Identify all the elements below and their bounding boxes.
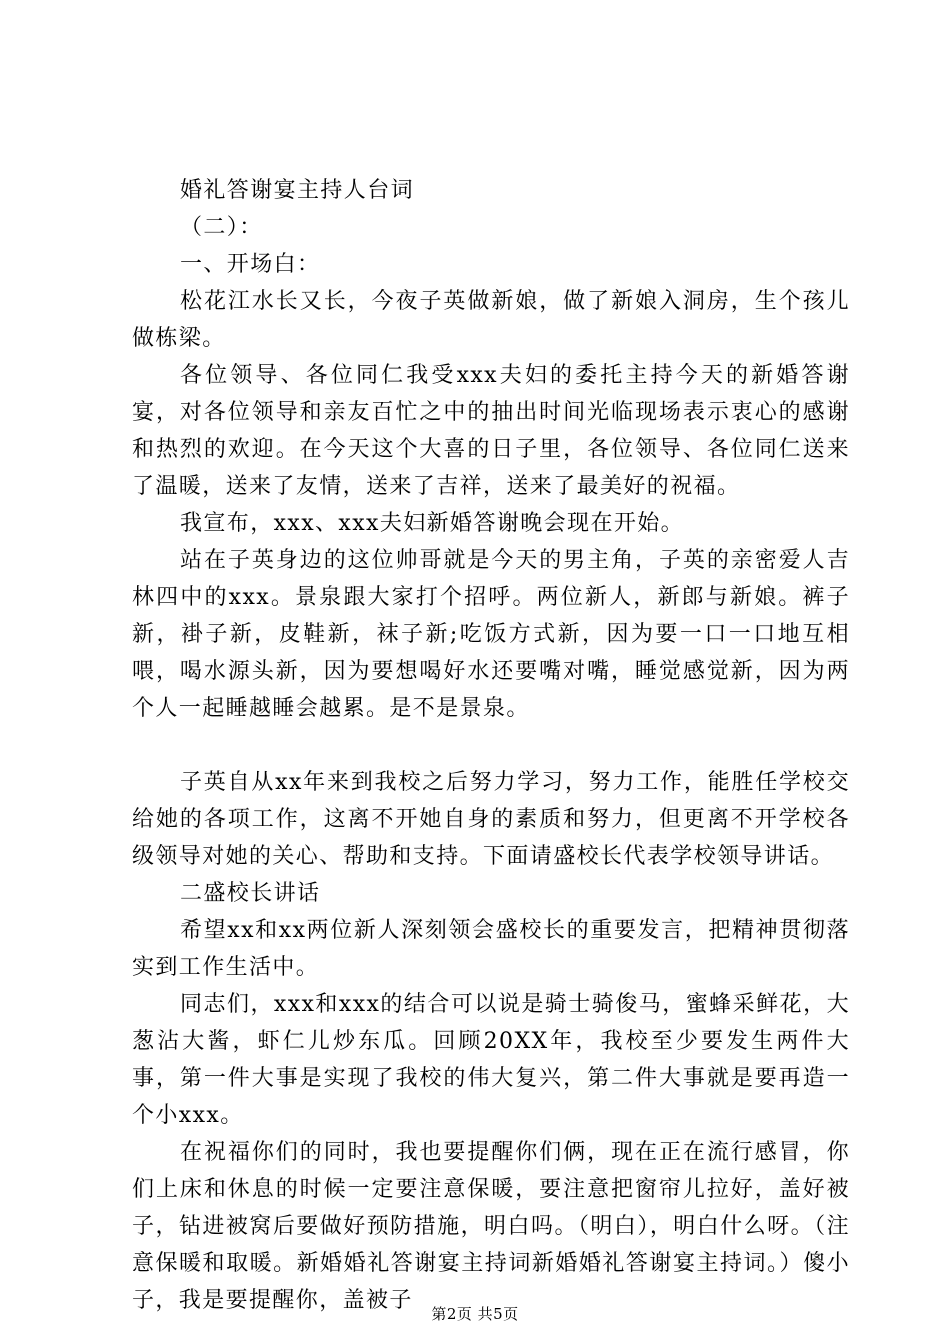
- paragraph: 同志们，xxx和xxx的结合可以说是骑士骑俊马，蜜蜂采鲜花，大葱沾大酱，虾仁儿炒东瓜。回顾20XX年，我校至少要发生两件大事，第一件大事是实现了我校的伟大复兴，第二件大事就是要再造一个小xxx。: [132, 992, 850, 1128]
- page-number-label: 第2页 共5页: [431, 1305, 519, 1323]
- document-title: 婚礼答谢宴主持人台词: [180, 178, 415, 203]
- document-body: [132, 172, 850, 1319]
- section-heading-principal-speech: 二盛校长讲话: [180, 881, 321, 906]
- paragraph: 松花江水长又长，今夜子英做新娘，做了新娘入洞房，生个孩儿做栋梁。: [132, 289, 850, 351]
- section-number: （二）：: [180, 215, 263, 240]
- paragraph: 各位领导、各位同仁我受xxx夫妇的委托主持今天的新婚答谢宴，对各位领导和亲友百忙之中的抽出时间光临现场表示衷心的感谢和热烈的欢迎。在今天这个大喜的日子里，各位领导、各位同仁送来了温暖，送来了友情，送来了吉祥，送来了最美好的祝福。: [132, 363, 850, 499]
- paragraph: 希望xx和xx两位新人深刻领会盛校长的重要发言，把精神贯彻落实到工作生活中。: [132, 918, 850, 980]
- paragraph: 站在子英身边的这位帅哥就是今天的男主角，子英的亲密爱人吉林四中的xxx。景泉跟大家打个招呼。两位新人，新郎与新娘。裤子新，褂子新，皮鞋新，袜子新;吃饭方式新，因为要一口一口地互相喂，喝水源头新，因为要想喝好水还要嘴对嘴，睡觉感觉新，因为两个人一起睡越睡会越累。是不是景泉。: [132, 548, 850, 721]
- paragraph: 子英自从xx年来到我校之后努力学习，努力工作，能胜任学校交给她的各项工作，这离不开她自身的素质和努力，但更离不开学校各级领导对她的关心、帮助和支持。下面请盛校长代表学校领导讲话。: [132, 770, 850, 869]
- paragraph: 在祝福你们的同时，我也要提醒你们俩，现在正在流行感冒，你们上床和休息的时候一定要注意保暖，要注意把窗帘儿拉好，盖好被子，钻进被窝后要做好预防措施，明白吗。（明白），明白什么呀。（注意保暖和取暖。新婚婚礼答谢宴主持词新婚婚礼答谢宴主持词。）傻小子，我是要提醒你，盖被子: [132, 1140, 850, 1313]
- page-footer: [0, 1304, 950, 1324]
- paragraph: 我宣布，xxx、xxx夫妇新婚答谢晚会现在开始。: [180, 511, 685, 536]
- section-heading-opening: 一、开场白：: [180, 252, 321, 277]
